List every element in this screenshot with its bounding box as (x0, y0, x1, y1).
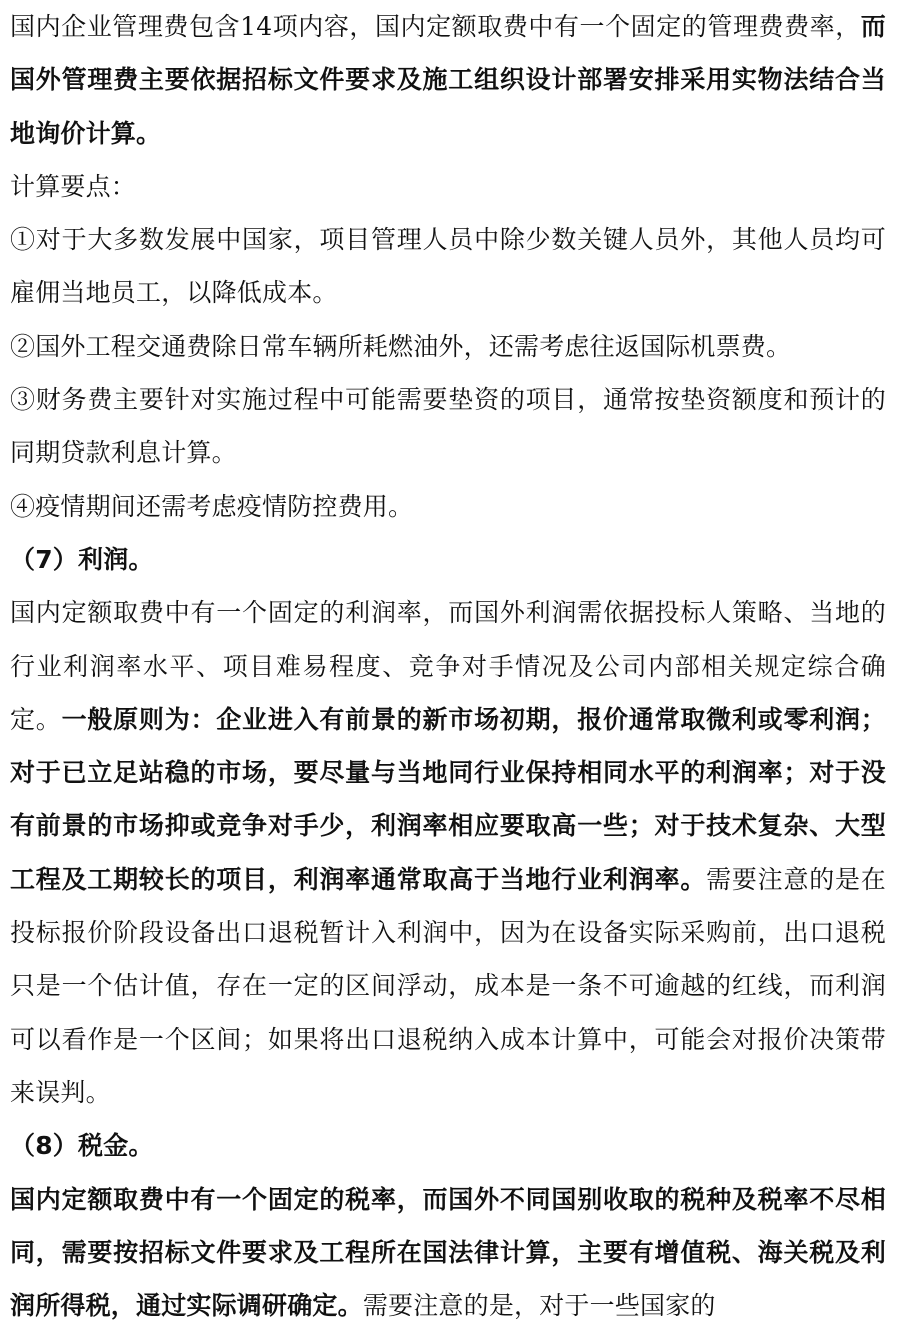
profit-heading: （7）利润。 (10, 544, 154, 574)
tax-heading: （8）税金。 (10, 1131, 154, 1161)
tax-paragraph (10, 1173, 886, 1332)
calculation-point-4: ④疫情期间还需考虑疫情防控费用。 (10, 491, 414, 521)
calculation-point-2: ②国外工程交通费除日常车辆所耗燃油外，还需考虑往返国际机票费。 (10, 331, 792, 361)
profit-export-tax-note: 需要注意的是在投标报价阶段设备出口退税暂计入利润中，因为在设备实际采购前，出口退税只是一个估计值，存在一定的区间浮动，成本是一条不可逾越的红线，而利润可以看作是一个区间；如果将出口退税纳入成本计算中，可能会对报价决策带来误判。 (10, 864, 886, 1107)
tax-note: 需要注意的是，对于一些国家的 (362, 1291, 716, 1321)
calculation-point-1: ①对于大多数发展中国家，项目管理人员中除少数关键人员外，其他人员均可雇佣当地员工，以降低成本。 (10, 225, 886, 308)
calculation-points-heading: 计算要点： (10, 171, 137, 201)
management-fee-paragraph (10, 0, 886, 160)
calculation-point-3: ③财务费主要针对实施过程中可能需要垫资的项目，通常按垫资额度和预计的同期贷款利息计算。 (10, 385, 886, 468)
profit-principles-bold: 一般原则为：企业进入有前景的新市场初期，报价通常取微利或零利润；对于已立足站稳的市场，要尽量与当地同行业保持相同水平的利润率；对于没有前景的市场抑或竞争对手少，利润率相应要取高一些；对于技术复杂、大型工程及工期较长的项目，利润率通常取高于当地行业利润率。 (10, 704, 887, 894)
profit-paragraph (10, 586, 886, 1119)
management-fee-bold-statement: 而国外管理费主要依据招标文件要求及施工组织设计部署安排采用实物法结合当地询价计算。 (10, 12, 886, 148)
document-page (10, 0, 886, 1332)
management-fee-intro: 国内企业管理费包含14项内容，国内定额取费中有一个固定的管理费费率， (10, 12, 861, 41)
tax-bold-statement: 国内定额取费中有一个固定的税率，而国外不同国别收取的税种及税率不尽相同，需要按招标文件要求及工程所在国法律计算，主要有增值税、海关税及利润所得税，通过实际调研确定。 (10, 1184, 886, 1321)
profit-intro: 国内定额取费中有一个固定的利润率，而国外利润需依据投标人策略、当地的行业利润率水平、项目难易程度、竞争对手情况及公司内部相关规定综合确定。 (10, 598, 886, 734)
